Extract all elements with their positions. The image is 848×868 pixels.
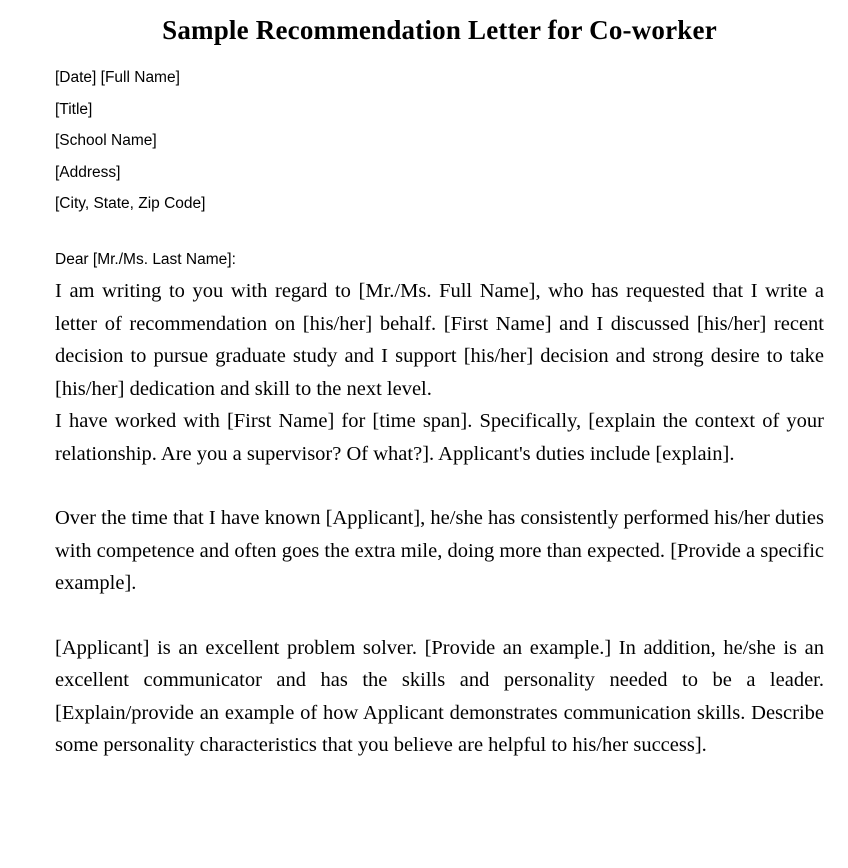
header-line-school: [School Name] bbox=[55, 132, 157, 149]
body-paragraph-intro: I am writing to you with regard to [Mr./Ms. Full Name], who has requested that I write a letter of recommendation on [his/her] behalf. [First Name] and I discussed [his/her] recent decision to pursue graduate study and I support [his/her] decision and strong desire to take [his/her] dedication and skill to the next level. bbox=[55, 280, 824, 400]
header-line-date-name: [Date] [Full Name] bbox=[55, 69, 180, 86]
body-paragraph-performance: Over the time that I have known [Applicant], he/she has consistently performed his/her duties with competence and often goes the extra mile, doing more than expected. [Provide a specific example]. bbox=[55, 507, 824, 594]
document-title: Sample Recommendation Letter for Co-worker bbox=[162, 15, 717, 45]
body-paragraph-skills: [Applicant] is an excellent problem solver. [Provide an example.] In addition, he/she is an excellent communicator and has the skills and personality needed to be a leader. [Explain/provide an example of how Applicant demonstrates communication skills. Describe some personality characteristics that you believe are helpful to his/her success]. bbox=[55, 636, 824, 756]
salutation-line: Dear [Mr./Ms. Last Name]: bbox=[55, 250, 236, 268]
body-paragraph-relationship: I have worked with [First Name] for [time span]. Specifically, [explain the context of your relationship. Are you a supervisor? Of what?]. Applicant's duties include [explain]. bbox=[55, 410, 824, 465]
header-line-title: [Title] bbox=[55, 100, 93, 118]
recipient-header-block bbox=[55, 62, 824, 220]
header-line-city-state-zip: [City, State, Zip Code] bbox=[55, 195, 206, 212]
header-line-address: [Address] bbox=[55, 163, 121, 181]
